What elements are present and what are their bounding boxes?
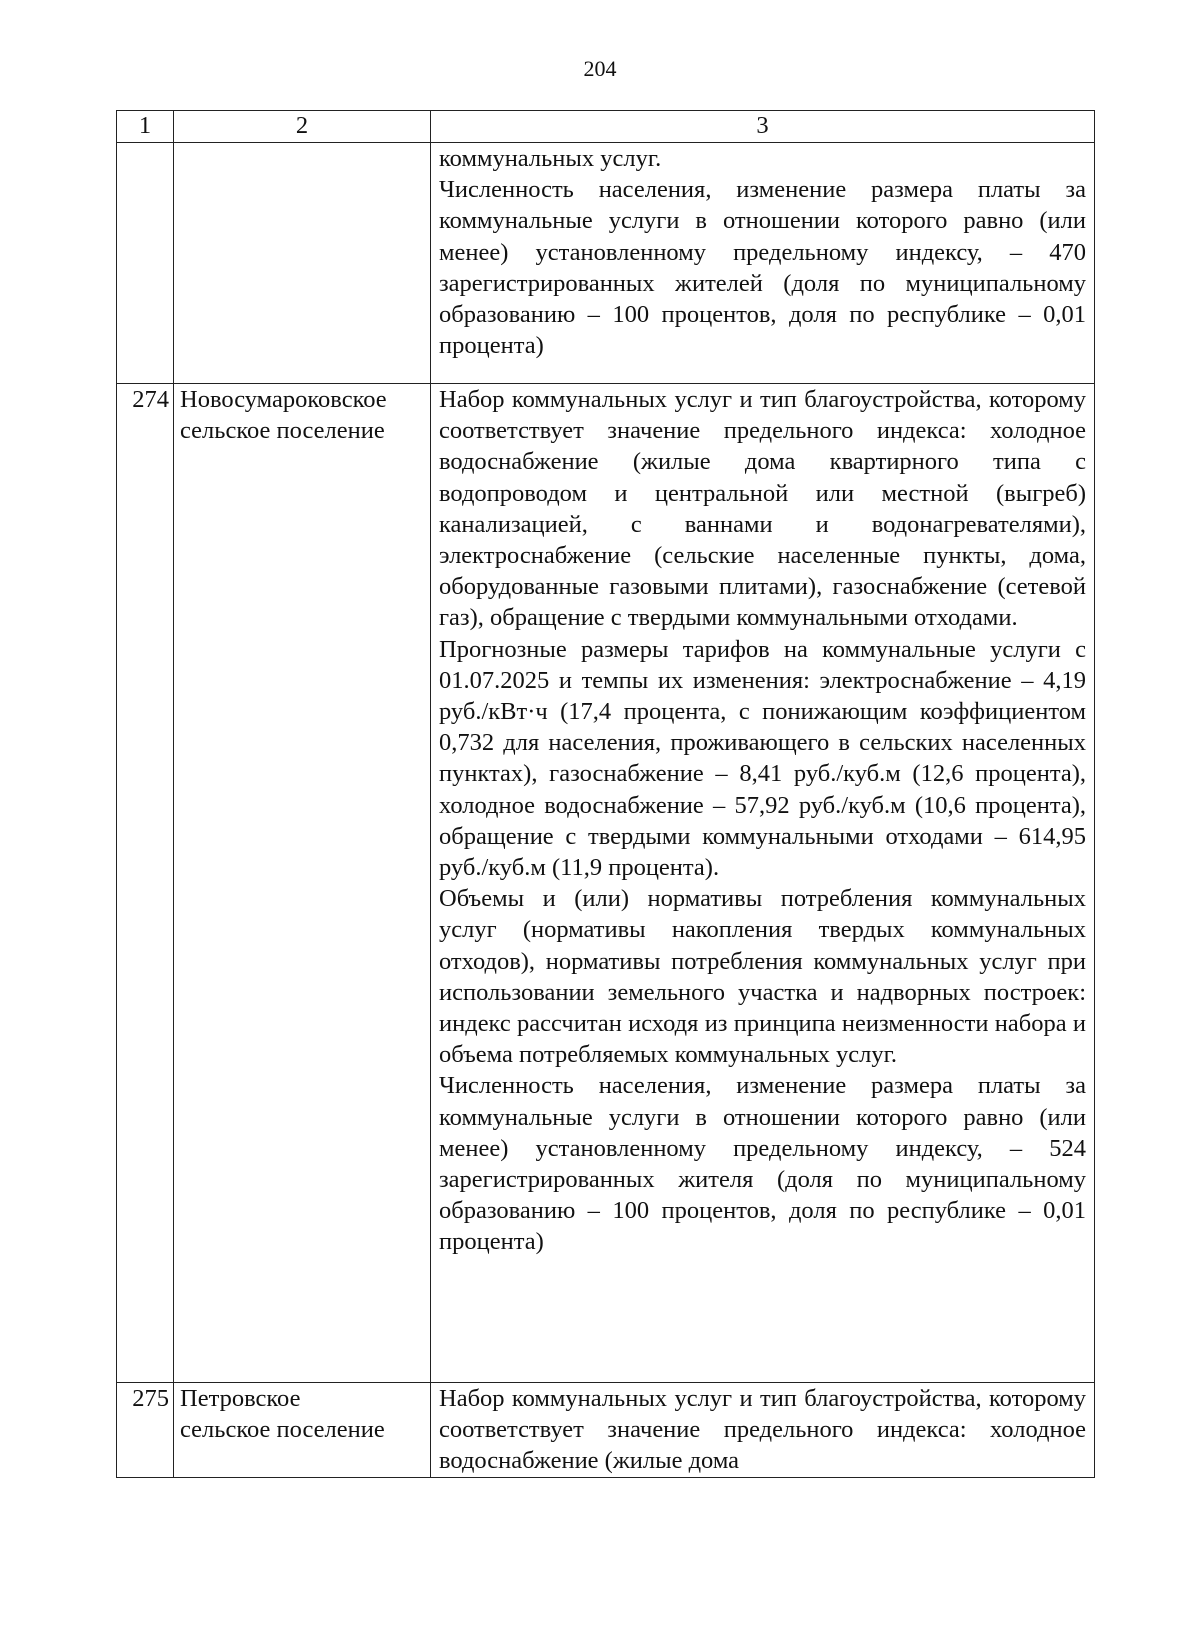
row-number-cell bbox=[117, 143, 174, 384]
settlement-type: сельское поселение bbox=[180, 1416, 385, 1444]
description-paragraph: коммунальных услуг. bbox=[439, 145, 662, 172]
row-description-cell bbox=[431, 384, 1095, 1383]
settlement-type: сельское поселение bbox=[180, 417, 385, 445]
column-header-1: 1 bbox=[117, 111, 174, 143]
page-number: 204 bbox=[583, 56, 617, 81]
table-row bbox=[117, 1383, 1095, 1478]
column-header-3: 3 bbox=[431, 111, 1095, 143]
description-paragraph: Набор коммунальных услуг и тип благоустройства, которому соответствует значение предельного индекса: холодное водоснабжение (жилые дома bbox=[439, 1385, 1086, 1475]
table-row-continuation bbox=[117, 143, 1095, 384]
row-name-cell bbox=[174, 143, 431, 384]
description-paragraph: Прогнозные размеры тарифов на коммунальные услуги с 01.07.2025 и темпы их изменения: электроснабжение – 4,19 руб./кВт·ч (17,4 процента, с понижающим коэффициентом 0,732 для населения, проживающего в сельских населенных пунктах), газоснабжение – 8,41 руб./куб.м (12,6 процента), холодное водоснабжение – 57,92 руб./куб.м (10,6 процента), обращение с твердыми коммунальными отходами – 614,95 руб./куб.м (11,9 процента). bbox=[439, 635, 1086, 882]
settlement-name: Новосумароковское bbox=[180, 386, 387, 413]
description-paragraph: Численность населения, изменение размера платы за коммунальные услуги в отношении которого равно (или менее) установленному предельному индексу, – 470 зарегистрированных жителей (доля по муниципальному образованию – 100 процентов, доля по республике – 0,01 процента) bbox=[439, 176, 1086, 360]
column-header-2: 2 bbox=[174, 111, 431, 143]
description-paragraph: Численность населения, изменение размера платы за коммунальные услуги в отношении которого равно (или менее) установленному предельному индексу, – 524 зарегистрированных жителя (доля по муниципальному образованию – 100 процентов, доля по республике – 0,01 процента) bbox=[439, 1072, 1086, 1256]
settlement-name: Петровское bbox=[180, 1385, 301, 1412]
row-number-cell: 274 bbox=[117, 384, 174, 1383]
table-header-row bbox=[117, 111, 1095, 143]
row-description-cell bbox=[431, 143, 1095, 384]
row-number-cell: 275 bbox=[117, 1383, 174, 1478]
tariff-table bbox=[116, 110, 1095, 1478]
row-description-cell bbox=[431, 1383, 1095, 1478]
row-name-cell bbox=[174, 384, 431, 1383]
table-row bbox=[117, 384, 1095, 1383]
row-name-cell bbox=[174, 1383, 431, 1478]
description-paragraph: Набор коммунальных услуг и тип благоустройства, которому соответствует значение предельного индекса: холодное водоснабжение (жилые дома квартирного типа с водопроводом и центральной или местной (выгреб) канализацией, с ваннами и водонагревателями), электроснабжение (сельские населенные пункты, дома, оборудованные газовыми плитами), газоснабжение (сетевой газ), обращение с твердыми коммунальными отходами. bbox=[439, 386, 1086, 632]
description-paragraph: Объемы и (или) нормативы потребления коммунальных услуг (нормативы накопления твердых коммунальных отходов), нормативы потребления коммунальных услуг при использовании земельного участка и надворных построек: индекс рассчитан исходя из принципа неизменности набора и объема потребляемых коммунальных услуг. bbox=[439, 885, 1086, 1069]
